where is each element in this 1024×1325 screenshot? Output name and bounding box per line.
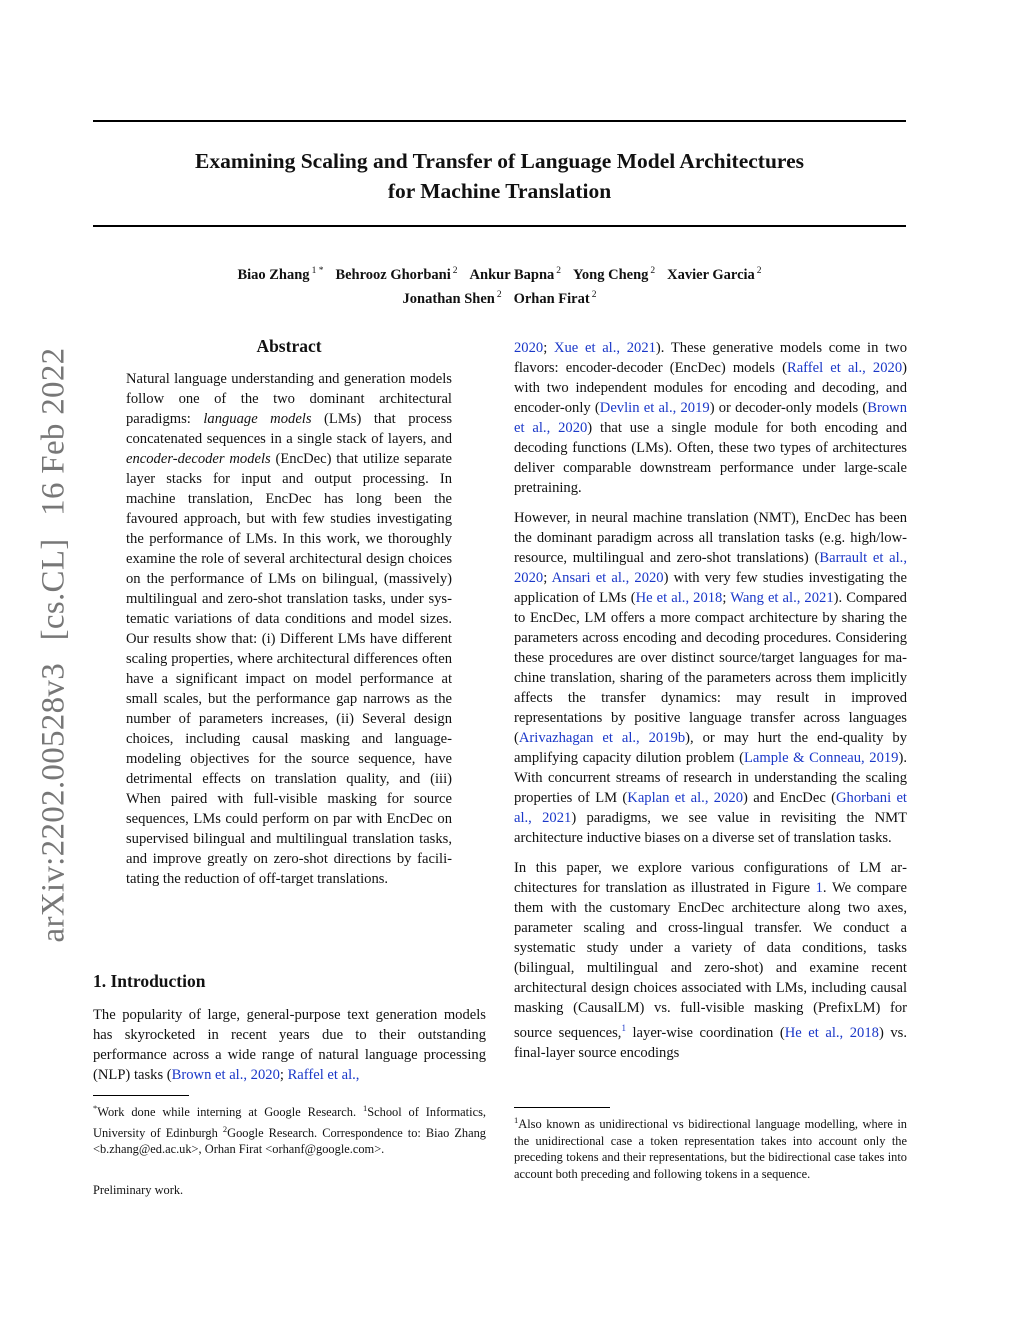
footnote-mark: * — [93, 1103, 98, 1113]
intro-text: The popularity of large, general-purpose text generation models has skyrocketed in recent years due to their outstanding performance across a wide range of natural language processing (NLP) tasks ( — [93, 1007, 486, 1083]
text-run: ) with two independent modules for encoding and decoding, and encoder-only ( — [514, 360, 907, 416]
text-run: ). These generative models come in two flavors: encoder-decoder (EncDec) models ( — [514, 340, 907, 376]
abstract-text-1: Natural language understanding and generation models follow one of the two dominant architectural paradigms: — [126, 371, 452, 427]
text-run: . We compare them with the customary EncDec architecture along two axes, parameter scaling and cross-lingual transfer. We conduct a systematic study under a variety of data conditions, tasks (bilingual, multilingual and zero-shot) and examine recent architectural design choices associated with LMs, including causal masking (CausalLM) vs. full-visible masking (PrefixLM) for source sequences, — [514, 880, 907, 1041]
footnote-mark: 1 — [363, 1103, 368, 1113]
citation-link[interactable]: Brown et al., 2020 — [514, 400, 907, 436]
citation-link[interactable]: Xue et al., 2021 — [553, 340, 656, 356]
paper-title — [93, 146, 906, 206]
author-name: Xavier Garcia — [667, 267, 755, 283]
paragraph — [514, 508, 907, 848]
text-run: layer-wise coordination ( — [625, 1025, 785, 1041]
citation-link[interactable]: Wang et al., 2021 — [730, 590, 834, 606]
author-row-2 — [93, 285, 906, 309]
footnote-1 — [514, 1112, 907, 1182]
footnote-ref[interactable]: 1 — [621, 1023, 626, 1033]
citation-link[interactable]: Kaplan et al., 2020 — [627, 790, 743, 806]
abstract-italic-2: encoder-decoder models — [126, 451, 271, 467]
abstract-text-2: (LMs) that process concatenated sequences in a single stack of layers, and — [126, 411, 452, 447]
author-affiliation: 2 — [452, 266, 458, 276]
title-line-2: for Machine Translation — [387, 179, 612, 203]
title-line-1: Examining Scaling and Transfer of Language Model Architectures — [194, 149, 804, 173]
intro-paragraph — [93, 1005, 486, 1085]
citation-link[interactable]: Raffel et al., — [287, 1067, 360, 1083]
text-run: ) with very few studies investigating the application of LMs ( — [514, 570, 907, 606]
author-row-1 — [93, 261, 906, 285]
footnote-rule-right — [514, 1107, 610, 1108]
author — [335, 267, 457, 283]
footnote-mark: 2 — [222, 1123, 228, 1134]
author-affiliation: 2 — [650, 266, 656, 276]
intro-sep: ; — [279, 1067, 288, 1083]
abstract-heading: Abstract — [256, 336, 322, 356]
citation-link[interactable]: He et al., 2018 — [635, 590, 723, 606]
author-name: Ankur Bapna — [469, 267, 555, 283]
citation-link[interactable]: Barrault et al., 2020 — [514, 550, 907, 586]
text-run: ) or decoder-only models ( — [709, 400, 868, 416]
arxiv-date: 16 Feb 2022 — [35, 347, 72, 516]
section-heading-introduction: 1. Introduction — [93, 971, 206, 991]
citation-link[interactable]: Raffel et al., 2020 — [786, 360, 903, 376]
footnote-text: Google Research. Correspondence to: Biao Zhang <b.zhang@ed.ac.uk>, Orhan Firat <orhanf@google.com>. — [93, 1125, 486, 1156]
citation-link[interactable]: He et al., 2018 — [784, 1025, 879, 1041]
right-column — [514, 338, 907, 1073]
text-run: ) and EncDec ( — [743, 790, 836, 806]
footnote-text: Also known as unidirectional vs bidirectional language modelling, where in the unidirectional case a token representation takes into account only the preceding tokens and their representations, but the bidirectional case takes into account both preceding and following tokens in a sequence. — [514, 1117, 907, 1181]
author — [403, 291, 502, 307]
text-run: ; — [722, 590, 731, 606]
citation-link[interactable]: Arivazhagan et al., 2019b — [518, 730, 686, 746]
text-run: However, in neural machine translation (NMT), EncDec has been the dominant paradigm across all translation tasks (e.g. high/low-resource, multilingual and zero-shot translations) ( — [514, 510, 907, 566]
text-run: ). Compared to EncDec, LM offers a more compact architecture by sharing the parameters across encoding and decoding procedures. Considering these procedures are over distinct source/target languages for machine translation, sharing of the parameters across them implicitly affects the transfer dynamics: may result in improved representations by positive language transfer across languages ( — [514, 590, 907, 746]
author — [573, 267, 655, 283]
author-name: Behrooz Ghorbani — [335, 267, 451, 283]
title-rule-bottom — [93, 225, 906, 227]
arxiv-sidebar — [36, 348, 73, 943]
arxiv-category: [cs.CL] — [35, 538, 72, 641]
footnote-text: Work done while interning at Google Research. — [97, 1105, 363, 1119]
author-list — [93, 261, 906, 309]
citation-link[interactable]: Lample & Conneau, 2019 — [744, 750, 899, 766]
abstract-body — [126, 369, 452, 889]
text-run: ) paradigms, we see value in revisiting the NMT architecture inductive biases on a diverse set of translation tasks. — [514, 810, 907, 846]
text-run: ), or may hurt the end-quality by amplifying capacity dilution problem ( — [514, 730, 908, 766]
citation-link[interactable]: Ghorbani et al., 2021 — [514, 790, 907, 826]
paragraph — [514, 338, 907, 498]
author-name: Biao Zhang — [237, 267, 310, 283]
footnote-mark: 1 — [514, 1115, 519, 1125]
author-affiliation: 1 * — [311, 266, 324, 276]
text-run: ) that use a single module for both encoding and decoding functions (LMs). Often, these two types of architectures deliver comparable downstream performance under large-scale pretraining. — [514, 420, 907, 496]
text-run: ) vs. final-layer source encodings — [514, 1025, 907, 1061]
author-affiliation: 2 — [756, 266, 762, 276]
citation-link[interactable]: Brown et al., 2020 — [171, 1067, 280, 1083]
author-name: Orhan Firat — [513, 291, 590, 307]
author — [514, 291, 597, 307]
author-affiliation: 2 — [591, 290, 597, 300]
text-run: In this paper, we explore various configurations of LM architectures for translation as illustrated in Figure — [514, 860, 907, 896]
author — [470, 267, 562, 283]
author-affiliation: 2 — [556, 266, 562, 276]
text-run: ). With concurrent streams of research in understanding the scaling properties of LM ( — [514, 750, 907, 806]
text-run: ; — [543, 570, 552, 586]
abstract-italic-1: language models — [203, 411, 312, 427]
title-rule-top — [93, 120, 906, 122]
author-name: Jonathan Shen — [402, 291, 495, 307]
footnote-affiliations — [93, 1100, 486, 1158]
citation-link[interactable]: 1 — [815, 880, 823, 896]
author-name: Yong Cheng — [573, 267, 649, 283]
abstract-text-3: (EncDec) that utilize separate layer stacks for input and output processing. In machine translation, EncDec has long been the favoured approach, but with few studies investigating the performance of LMs. In this work, we thoroughly examine the role of several architectural design choices on the performance of LMs on bilingual, (massively) multilingual and zero-shot translation tasks, under systematic variations of data conditions and model sizes. Our results show that: (i) Different LMs have different scaling properties, where architectural differences often have a significant impact on model performance at small scales, but the performance gap narrows as the number of parameters increases, (ii) Several design choices, including causal masking and language-modeling objectives for the source sequence, have detrimental effects on translation quality, and (iii) When paired with full-visible masking for source sequences, LMs could perform on par with EncDec on supervised bilingual and multilingual translation tasks, and improve greatly on zero-shot directions by facilitating the reduction of off-target translations. — [126, 451, 452, 887]
paragraph — [514, 858, 907, 1063]
footnote-text: School of Informatics, University of Edinburgh — [93, 1105, 486, 1140]
citation-link[interactable]: 2020 — [514, 340, 544, 356]
footnote-rule-left — [93, 1095, 189, 1096]
citation-link[interactable]: Ansari et al., 2020 — [551, 570, 664, 586]
citation-link[interactable]: Devlin et al., 2019 — [599, 400, 710, 416]
author — [237, 267, 323, 283]
text-run: ; — [543, 340, 554, 356]
arxiv-id: arXiv:2202.00528v3 — [35, 662, 72, 943]
author-affiliation: 2 — [496, 290, 502, 300]
preliminary-note: Preliminary work. — [93, 1183, 184, 1197]
author — [667, 267, 761, 283]
